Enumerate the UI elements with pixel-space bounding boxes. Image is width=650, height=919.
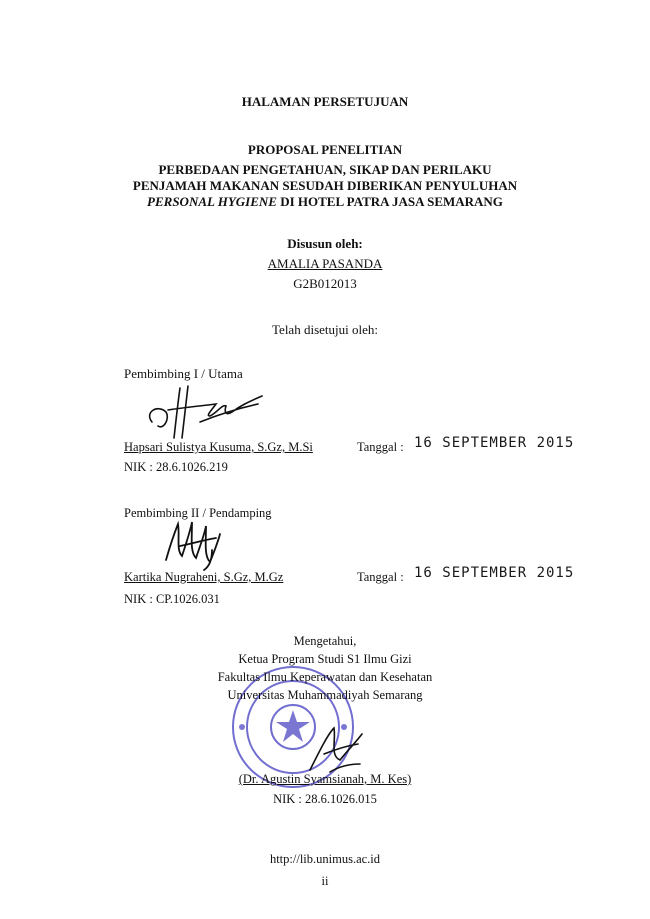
research-title-line-1: PERBEDAAN PENGETAHUAN, SIKAP DAN PERILAKU [158, 162, 492, 177]
research-title-rest: DI HOTEL PATRA JASA SEMARANG [276, 194, 503, 209]
advisor1-nik: NIK : 28.6.1026.219 [124, 460, 228, 474]
research-title-italic: PERSONAL HYGIENE [147, 194, 277, 209]
advisor2-role: Pembimbing II / Pendamping [124, 506, 272, 520]
endorsement-line-3: Universitas Muhammadiyah Semarang [227, 688, 423, 702]
page-title: HALAMAN PERSETUJUAN [241, 94, 409, 109]
advisor1-name: Hapsari Sulistya Kusuma, S.Gz, M.Si [124, 440, 313, 454]
footer-url: http://lib.unimus.ac.id [269, 852, 381, 866]
advisor1-date-label: Tanggal : [357, 440, 404, 454]
author-nim: G2B012013 [293, 276, 357, 291]
advisor2-nik: NIK : CP.1026.031 [124, 592, 220, 606]
author-name-wrap [0, 256, 650, 272]
author-label: Disusun oleh: [287, 236, 363, 251]
document-type: PROPOSAL PENELITIAN [247, 142, 403, 157]
endorsement-line-1: Ketua Program Studi S1 Ilmu Gizi [238, 652, 412, 666]
page-number: ii [321, 874, 329, 888]
research-title-line-3 [0, 194, 650, 210]
advisor1-signature [140, 382, 270, 442]
endorser-nik: NIK : 28.6.1026.015 [273, 792, 377, 806]
research-title-line-2: PENJAMAH MAKANAN SESUDAH DIBERIKAN PENYULUHAN [132, 178, 518, 193]
endorser-name-wrap [0, 772, 650, 787]
endorsement-label: Mengetahui, [293, 634, 357, 648]
advisor2-name: Kartika Nugraheni, S.Gz, M.Gz [124, 570, 284, 584]
endorser-name: (Dr. Agustin Syamsianah, M. Kes) [238, 772, 412, 786]
advisor2-date-label: Tanggal : [357, 570, 404, 584]
advisor2-date-value: 16 SEPTEMBER 2015 [414, 565, 575, 581]
approval-label: Telah disetujui oleh: [272, 322, 378, 337]
advisor2-signature [160, 516, 230, 572]
endorsement-line-2: Fakultas Ilmu Keperawatan dan Kesehatan [217, 670, 433, 684]
endorser-signature [300, 720, 370, 780]
advisor1-date-value: 16 SEPTEMBER 2015 [414, 435, 575, 451]
advisor1-role: Pembimbing I / Utama [124, 366, 243, 381]
author-name: AMALIA PASANDA [267, 256, 383, 271]
